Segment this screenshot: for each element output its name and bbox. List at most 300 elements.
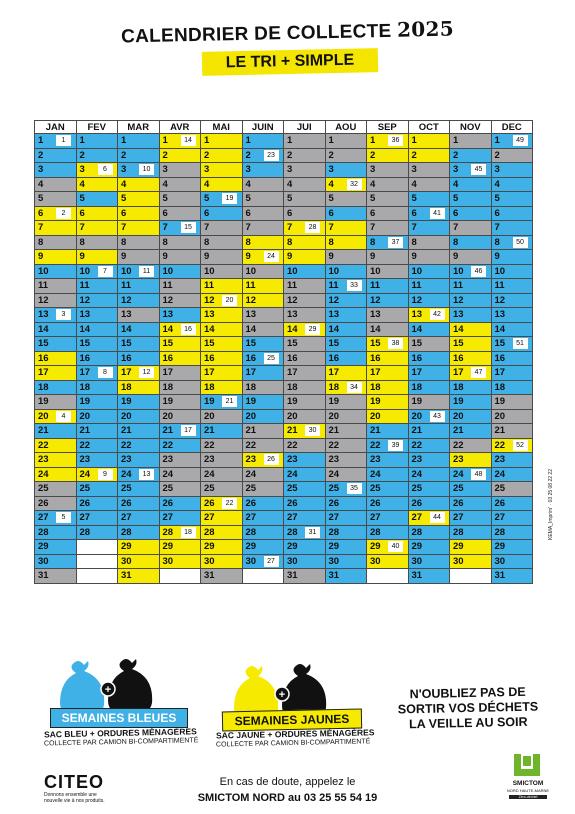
day-cell <box>408 438 450 453</box>
day-number: 17 <box>411 367 423 378</box>
day-cell <box>35 279 77 294</box>
day-number: 12 <box>411 294 423 306</box>
day-cell <box>367 308 409 323</box>
day-number: 19 <box>411 396 423 407</box>
day-cell <box>201 206 243 221</box>
day-cell <box>76 279 118 294</box>
day-cell <box>408 206 450 221</box>
day-cell <box>242 438 284 453</box>
day-cell <box>118 264 160 279</box>
day-number: 29 <box>411 541 423 552</box>
day-cell <box>450 293 492 308</box>
day-number: 31 <box>287 570 298 581</box>
day-cell <box>201 409 243 424</box>
week-number: 18 <box>181 527 196 538</box>
day-number: 30 <box>204 555 215 567</box>
day-cell <box>35 540 77 555</box>
svg-text:+: + <box>104 684 112 696</box>
day-cell <box>201 569 243 584</box>
day-cell <box>118 467 160 482</box>
day-cell <box>76 148 118 163</box>
day-cell <box>450 206 492 221</box>
day-cell <box>118 409 160 424</box>
day-cell <box>367 264 409 279</box>
week-number: 14 <box>181 135 196 146</box>
day-cell <box>408 221 450 236</box>
day-number: 27 <box>328 512 340 523</box>
day-number: 10 <box>494 265 506 277</box>
day-cell <box>325 148 367 163</box>
day-cell <box>242 366 284 381</box>
calendar-row-day-31 <box>35 569 533 584</box>
day-cell <box>408 192 450 207</box>
day-number: 16 <box>453 352 464 364</box>
day-number: 7 <box>411 222 417 233</box>
calendar-row-day-1 <box>35 134 533 149</box>
week-number: 50 <box>513 237 528 248</box>
calendar-row-day-12 <box>35 293 533 308</box>
day-cell <box>450 467 492 482</box>
week-number: 38 <box>388 338 403 349</box>
day-number: 15 <box>370 338 381 349</box>
day-cell <box>284 351 326 366</box>
day-cell <box>118 525 160 540</box>
day-number: 19 <box>287 396 298 407</box>
day-cell <box>242 424 284 439</box>
day-number: 31 <box>121 570 132 581</box>
day-cell <box>491 424 533 439</box>
day-cell <box>118 322 160 337</box>
day-cell <box>76 235 118 250</box>
day-number: 29 <box>38 541 49 552</box>
day-cell <box>408 337 450 352</box>
day-number: 23 <box>162 454 174 465</box>
day-cell <box>159 221 201 236</box>
day-cell <box>201 221 243 236</box>
day-number: 2 <box>204 149 210 161</box>
month-header-jan: JAN <box>35 121 77 134</box>
day-number: 7 <box>370 222 376 233</box>
day-cell <box>159 511 201 526</box>
day-number: 14 <box>494 323 506 335</box>
day-number: 3 <box>38 164 44 175</box>
day-cell <box>491 366 533 381</box>
day-number: 26 <box>79 497 91 509</box>
day-number: 11 <box>494 280 505 291</box>
day-cell <box>76 380 118 395</box>
day-number: 13 <box>453 309 464 320</box>
day-cell <box>242 308 284 323</box>
day-number: 2 <box>162 149 168 161</box>
day-cell <box>325 540 367 555</box>
day-number: 13 <box>370 309 381 320</box>
day-number: 25 <box>121 483 132 494</box>
day-cell <box>408 134 450 149</box>
day-cell <box>35 366 77 381</box>
day-number: 26 <box>38 497 49 509</box>
day-number: 10 <box>204 265 215 277</box>
day-cell <box>76 511 118 526</box>
day-number: 28 <box>328 526 340 538</box>
day-number: 30 <box>411 555 423 567</box>
day-cell <box>325 409 367 424</box>
month-header-juin: JUIN <box>242 121 284 134</box>
day-cell <box>325 453 367 468</box>
day-number: 12 <box>245 294 257 306</box>
day-number: 10 <box>328 265 340 277</box>
day-cell <box>35 554 77 569</box>
calendar-row-day-29 <box>35 540 533 555</box>
day-number: 21 <box>121 425 132 436</box>
day-number: 2 <box>121 149 127 161</box>
week-number: 36 <box>388 135 403 146</box>
empty-day-cell <box>159 569 201 584</box>
day-number: 12 <box>328 294 340 306</box>
day-number: 29 <box>245 541 257 552</box>
day-number: 12 <box>370 294 381 306</box>
day-number: 1 <box>162 135 168 146</box>
day-cell <box>325 293 367 308</box>
week-number: 1 <box>56 135 71 146</box>
day-cell <box>159 177 201 192</box>
day-cell <box>450 308 492 323</box>
day-cell <box>325 482 367 497</box>
calendar-row-day-9 <box>35 250 533 265</box>
smictom-logo-icon <box>512 754 542 776</box>
day-cell <box>35 235 77 250</box>
day-cell <box>284 134 326 149</box>
day-cell <box>159 148 201 163</box>
day-number: 27 <box>453 512 464 523</box>
day-number: 25 <box>79 483 91 494</box>
day-cell <box>408 395 450 410</box>
month-header-jui: JUI <box>284 121 326 134</box>
day-number: 27 <box>162 512 174 523</box>
day-cell <box>408 467 450 482</box>
smictom-subtitle: NORD HAUTE-MARNE <box>506 788 550 793</box>
day-cell <box>242 221 284 236</box>
day-cell <box>408 409 450 424</box>
day-cell <box>159 424 201 439</box>
day-cell <box>450 250 492 265</box>
day-cell <box>367 525 409 540</box>
day-number: 26 <box>370 497 381 509</box>
day-number: 28 <box>411 526 423 538</box>
day-number: 21 <box>453 425 464 436</box>
day-number: 9 <box>287 251 293 262</box>
week-number: 19 <box>222 193 237 204</box>
day-number: 4 <box>245 178 251 190</box>
day-cell <box>491 250 533 265</box>
day-cell <box>284 554 326 569</box>
day-cell <box>450 134 492 149</box>
day-cell <box>450 163 492 178</box>
day-number: 14 <box>245 323 257 335</box>
week-number: 21 <box>222 396 237 407</box>
day-number: 15 <box>328 338 340 349</box>
day-number: 11 <box>38 280 49 291</box>
day-number: 16 <box>245 352 257 364</box>
day-number: 4 <box>453 178 459 190</box>
day-number: 27 <box>494 512 506 523</box>
day-number: 24 <box>328 468 340 480</box>
calendar-row-day-7 <box>35 221 533 236</box>
day-cell <box>284 424 326 439</box>
day-cell <box>325 250 367 265</box>
calendar-row-day-19 <box>35 395 533 410</box>
day-number: 3 <box>370 164 376 175</box>
day-cell <box>201 337 243 352</box>
day-number: 10 <box>453 265 464 277</box>
day-number: 21 <box>370 425 381 436</box>
day-number: 24 <box>287 468 298 480</box>
day-number: 26 <box>453 497 464 509</box>
day-cell <box>408 525 450 540</box>
day-cell <box>35 221 77 236</box>
day-number: 27 <box>411 512 423 523</box>
day-number: 31 <box>328 570 340 581</box>
calendar-row-day-3 <box>35 163 533 178</box>
day-cell <box>35 192 77 207</box>
day-cell <box>159 438 201 453</box>
day-cell <box>284 148 326 163</box>
day-cell <box>76 221 118 236</box>
day-number: 3 <box>79 164 85 175</box>
day-number: 7 <box>453 222 459 233</box>
day-number: 22 <box>245 439 257 451</box>
day-cell <box>201 453 243 468</box>
calendar-row-day-14 <box>35 322 533 337</box>
day-number: 19 <box>38 396 49 407</box>
empty-day-cell <box>76 554 118 569</box>
day-cell <box>491 380 533 395</box>
day-cell <box>35 424 77 439</box>
day-cell <box>284 540 326 555</box>
day-number: 26 <box>411 497 423 509</box>
day-number: 21 <box>328 425 340 436</box>
day-cell <box>76 366 118 381</box>
day-number: 15 <box>245 338 257 349</box>
day-number: 6 <box>494 207 500 219</box>
day-number: 26 <box>121 497 132 509</box>
day-number: 15 <box>204 338 215 349</box>
day-cell <box>159 380 201 395</box>
day-cell <box>159 496 201 511</box>
day-cell <box>242 148 284 163</box>
day-cell <box>159 250 201 265</box>
day-cell <box>76 134 118 149</box>
day-cell <box>201 192 243 207</box>
day-number: 8 <box>494 236 500 248</box>
day-number: 7 <box>494 222 500 233</box>
day-cell <box>76 250 118 265</box>
day-cell <box>242 554 284 569</box>
day-number: 28 <box>494 526 506 538</box>
day-cell <box>325 308 367 323</box>
day-number: 27 <box>245 512 257 523</box>
day-cell <box>201 366 243 381</box>
day-cell <box>159 293 201 308</box>
day-number: 18 <box>328 381 340 393</box>
day-number: 2 <box>79 149 85 161</box>
day-cell <box>491 264 533 279</box>
day-number: 18 <box>38 381 49 393</box>
day-cell <box>118 380 160 395</box>
day-cell <box>491 337 533 352</box>
week-number: 12 <box>139 367 154 378</box>
day-number: 21 <box>79 425 91 436</box>
page-title <box>0 14 575 51</box>
day-cell <box>76 467 118 482</box>
day-cell <box>76 192 118 207</box>
day-number: 13 <box>162 309 174 320</box>
day-number: 2 <box>453 149 459 161</box>
day-number: 23 <box>287 454 298 465</box>
day-cell <box>242 192 284 207</box>
day-cell <box>201 308 243 323</box>
contact-line2: SMICTOM NORD au 03 25 55 54 19 <box>197 792 378 804</box>
day-number: 29 <box>121 541 132 552</box>
day-cell <box>35 293 77 308</box>
day-number: 4 <box>121 178 127 190</box>
day-number: 28 <box>79 526 91 538</box>
week-number: 35 <box>347 483 362 494</box>
month-header-sep: SEP <box>367 121 409 134</box>
day-cell <box>491 322 533 337</box>
empty-day-cell <box>76 540 118 555</box>
day-number: 22 <box>38 439 49 451</box>
day-number: 21 <box>494 425 506 436</box>
day-number: 1 <box>411 135 417 146</box>
day-cell <box>408 554 450 569</box>
day-cell <box>450 366 492 381</box>
day-cell <box>284 511 326 526</box>
day-cell <box>201 351 243 366</box>
day-number: 15 <box>121 338 132 349</box>
calendar-row-day-10 <box>35 264 533 279</box>
day-cell <box>408 569 450 584</box>
day-number: 28 <box>121 526 132 538</box>
reminder-line2: SORTIR VOS DÉCHETS <box>397 699 539 717</box>
day-number: 22 <box>121 439 132 451</box>
day-cell <box>242 177 284 192</box>
day-number: 17 <box>79 367 91 378</box>
day-number: 7 <box>162 222 168 233</box>
day-cell <box>491 453 533 468</box>
day-cell <box>325 525 367 540</box>
day-cell <box>450 148 492 163</box>
calendar-row-day-13 <box>35 308 533 323</box>
day-number: 1 <box>245 135 251 146</box>
week-number: 4 <box>56 411 71 422</box>
day-cell <box>242 467 284 482</box>
calendar-row-day-17 <box>35 366 533 381</box>
reminder-line3: LA VEILLE AU SOIR <box>408 714 528 732</box>
day-number: 4 <box>370 178 376 190</box>
day-cell <box>76 163 118 178</box>
day-number: 14 <box>79 323 91 335</box>
day-cell <box>450 279 492 294</box>
day-number: 11 <box>453 280 464 291</box>
day-cell <box>367 540 409 555</box>
day-number: 7 <box>204 222 210 233</box>
week-number: 37 <box>388 237 403 248</box>
day-cell <box>76 409 118 424</box>
day-number: 24 <box>411 468 423 480</box>
day-cell <box>201 424 243 439</box>
day-cell <box>450 482 492 497</box>
day-cell <box>367 366 409 381</box>
day-cell <box>35 482 77 497</box>
week-number: 24 <box>264 251 279 262</box>
day-number: 28 <box>204 526 215 538</box>
day-number: 13 <box>287 309 298 320</box>
day-cell <box>284 467 326 482</box>
day-number: 10 <box>38 265 49 277</box>
week-number: 11 <box>139 266 154 277</box>
month-header-oct: OCT <box>408 121 450 134</box>
day-number: 5 <box>204 193 210 204</box>
day-cell <box>242 206 284 221</box>
day-number: 18 <box>79 381 91 393</box>
day-cell <box>450 496 492 511</box>
day-number: 9 <box>38 251 44 262</box>
day-number: 11 <box>245 280 256 291</box>
day-cell <box>491 206 533 221</box>
day-cell <box>408 351 450 366</box>
day-cell <box>118 366 160 381</box>
day-cell <box>118 395 160 410</box>
day-number: 24 <box>494 468 506 480</box>
yellow-weeks-line2: COLLECTE PAR CAMION BI-COMPARTIMENTÉ <box>215 738 371 749</box>
day-number: 9 <box>453 251 459 262</box>
day-number: 4 <box>411 178 417 190</box>
day-number: 10 <box>79 265 91 277</box>
day-number: 18 <box>287 381 298 393</box>
week-number: 20 <box>222 295 237 306</box>
day-number: 11 <box>79 280 90 291</box>
day-number: 8 <box>370 236 376 248</box>
day-cell <box>450 525 492 540</box>
day-number: 19 <box>453 396 464 407</box>
day-number: 5 <box>121 193 127 204</box>
day-number: 3 <box>162 164 168 175</box>
day-number: 21 <box>411 425 423 436</box>
day-cell <box>76 264 118 279</box>
week-number: 28 <box>305 222 320 233</box>
day-number: 18 <box>245 381 257 393</box>
day-number: 10 <box>411 265 423 277</box>
day-cell <box>159 453 201 468</box>
day-number: 30 <box>121 555 132 567</box>
week-number: 22 <box>222 498 237 509</box>
day-cell <box>76 177 118 192</box>
day-cell <box>408 482 450 497</box>
day-number: 19 <box>162 396 174 407</box>
day-number: 6 <box>287 207 293 219</box>
day-number: 25 <box>38 483 49 494</box>
day-number: 14 <box>162 323 174 335</box>
day-number: 30 <box>370 555 381 567</box>
day-cell <box>491 496 533 511</box>
day-number: 2 <box>370 149 376 161</box>
day-number: 29 <box>162 541 174 552</box>
day-number: 1 <box>328 135 334 146</box>
day-cell <box>118 540 160 555</box>
day-cell <box>35 163 77 178</box>
week-number: 26 <box>264 454 279 465</box>
day-number: 18 <box>162 381 174 393</box>
